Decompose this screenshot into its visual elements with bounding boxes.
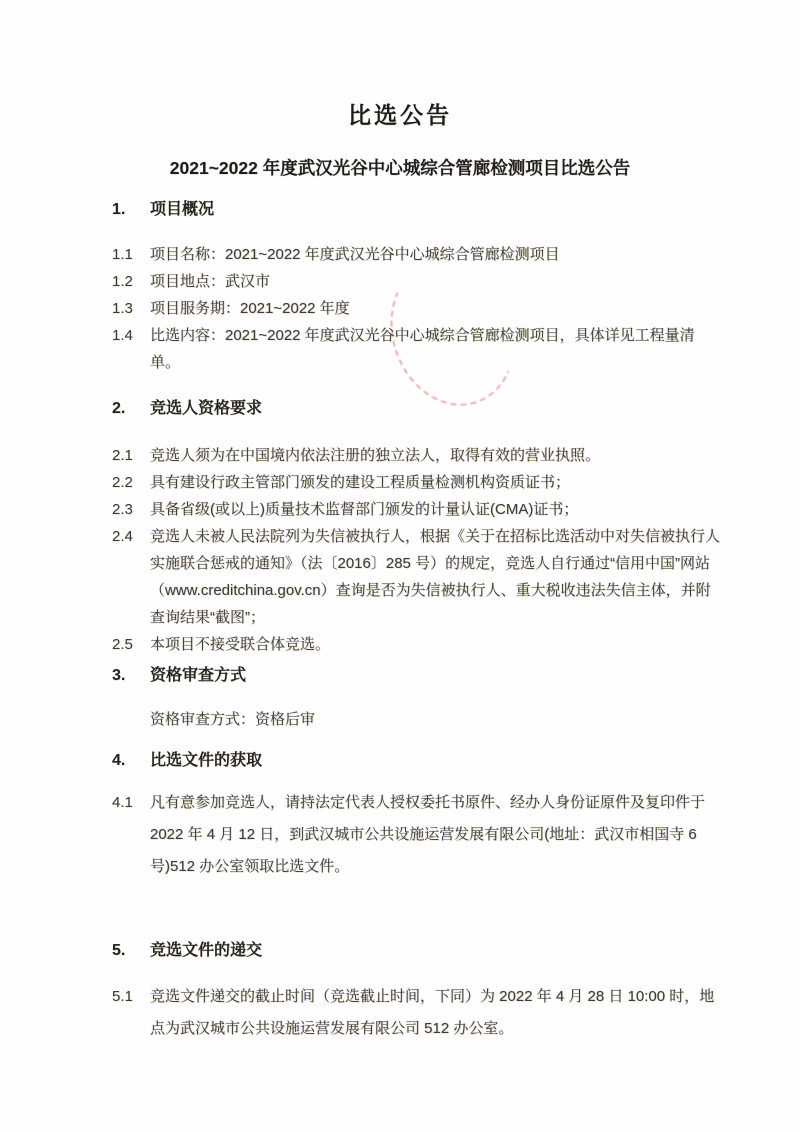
- item-text: 项目名称：2021~2022 年度武汉光谷中心城综合管廊检测项目: [150, 246, 560, 263]
- section-number: 5.: [112, 942, 126, 959]
- section-body-2: [112, 442, 720, 658]
- item-text: 竞选文件递交的截止时间（竞选截止时间，下同）为 2022 年 4 月 28 日 10:00 时，地点为武汉城市公共设施运营发展有限公司 512 办公室。: [150, 988, 715, 1037]
- section-number: 2.: [112, 400, 126, 417]
- item-number: 5.1: [112, 988, 133, 1005]
- list-item: [112, 241, 720, 268]
- item-number: 2.4: [112, 528, 133, 545]
- section-heading-text: 项目概况: [150, 201, 215, 218]
- item-number: 2.1: [112, 447, 133, 464]
- section-heading-text: 资格审查方式: [150, 667, 247, 684]
- list-item: [112, 631, 720, 658]
- list-item: [112, 268, 720, 295]
- list-item: [112, 523, 720, 631]
- section-body-3: [112, 706, 720, 733]
- section-heading-text: 比选文件的获取: [150, 752, 263, 769]
- section-heading-4: [112, 750, 720, 772]
- item-text: 本项目不接受联合体竞选。: [150, 636, 331, 653]
- section-heading-1: [112, 199, 720, 221]
- item-number: 2.3: [112, 501, 133, 518]
- list-item: [112, 442, 720, 469]
- list-item: [112, 496, 720, 523]
- item-number: 1.2: [112, 273, 133, 290]
- section-body-1: [112, 241, 720, 376]
- document-subtitle: 2021~2022 年度武汉光谷中心城综合管廊检测项目比选公告: [169, 158, 631, 178]
- section-heading-text: 竞选人资格要求: [150, 400, 263, 417]
- item-number: 1.1: [112, 246, 133, 263]
- section-number: 4.: [112, 752, 126, 769]
- page-title: 比选公告: [348, 102, 452, 128]
- section-heading-2: [112, 398, 720, 420]
- item-text: 具有建设行政主管部门颁发的建设工程质量检测机构资质证书；: [150, 474, 571, 491]
- item-number: 1.3: [112, 300, 133, 317]
- section-heading-5: [112, 940, 720, 962]
- item-number: 1.4: [112, 327, 133, 344]
- item-number: 4.1: [112, 794, 133, 811]
- item-text: 项目地点：武汉市: [150, 273, 271, 290]
- item-number: 2.5: [112, 636, 133, 653]
- section-number: 1.: [112, 201, 126, 218]
- section-heading-3: [112, 665, 720, 687]
- section-body-4: [112, 787, 720, 883]
- section-heading-text: 竞选文件的递交: [150, 942, 263, 959]
- item-text: 具备省级(或以上)质量技术监督部门颁发的计量认证(CMA)证书；: [150, 501, 579, 518]
- list-item: [112, 706, 720, 733]
- item-number: 2.2: [112, 474, 133, 491]
- list-item: [112, 981, 720, 1045]
- section-number: 3.: [112, 667, 126, 684]
- item-text: 竞选人未被人民法院列为失信被执行人，根据《关于在招标比选活动中对失信被执行人实施联合惩戒的通知》（法〔2016〕285 号）的规定，竞选人自行通过“信用中国”网站（www.creditchina.gov.cn）查询是否为失信被执行人、重大税收违法失信主体，并附查询结果“截图”；: [150, 528, 721, 626]
- list-item: [112, 322, 720, 376]
- item-text: 凡有意参加竞选人，请持法定代表人授权委托书原件、经办人身份证原件及复印件于 2022 年 4 月 12 日，到武汉城市公共设施运营发展有限公司(地址：武汉市相国寺 6 号)512 办公室领取比选文件。: [150, 794, 706, 875]
- item-text: 比选内容：2021~2022 年度武汉光谷中心城综合管廊检测项目，具体详见工程量清单。: [150, 327, 695, 371]
- list-item: [112, 469, 720, 496]
- item-text: 资格审查方式：资格后审: [150, 711, 316, 728]
- item-text: 项目服务期：2021~2022 年度: [150, 300, 350, 317]
- list-item: [112, 787, 720, 883]
- item-text: 竞选人须为在中国境内依法注册的独立法人，取得有效的营业执照。: [150, 447, 601, 464]
- section-body-5: [112, 981, 720, 1045]
- list-item: [112, 295, 720, 322]
